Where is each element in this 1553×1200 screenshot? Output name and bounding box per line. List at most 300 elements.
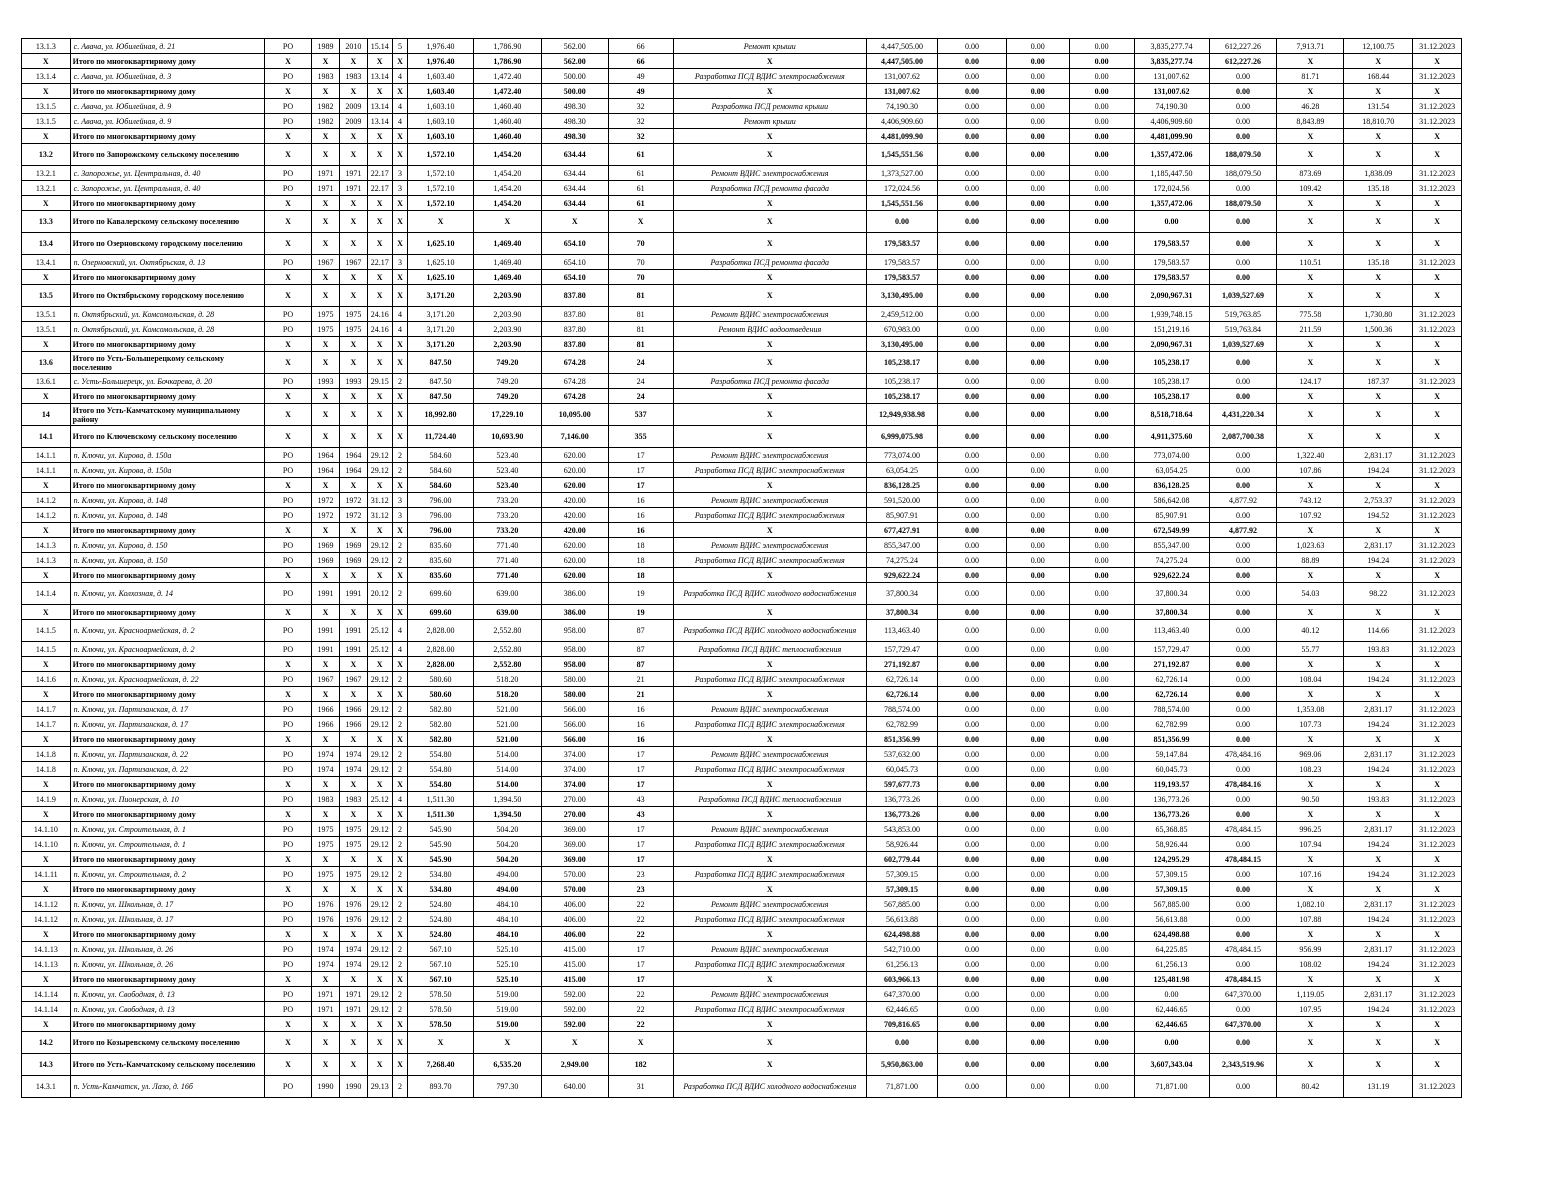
cell-living-area: 2,203.90 <box>473 322 541 337</box>
cell-nonresidential-area: 420.00 <box>541 508 608 523</box>
cell-fund-other: 1,039,527.69 <box>1209 337 1277 352</box>
cell-living-area: 733.20 <box>473 493 541 508</box>
cell-work-type: X <box>673 211 867 233</box>
cell-fund-regional: 0.00 <box>1006 39 1069 54</box>
cell-item-number: X <box>22 657 71 672</box>
cell-floors: X <box>392 404 407 426</box>
cell-total-area: 2,828.00 <box>408 620 474 642</box>
cell-item-number: X <box>22 807 71 822</box>
cell-floors: X <box>392 1017 407 1032</box>
cell-fund-federal: 0.00 <box>937 114 1006 129</box>
cell-work-type: Разработка ПСД ВДИС электроснабжения <box>673 69 867 84</box>
summary-row <box>22 478 1462 493</box>
cell-fund-federal: 0.00 <box>937 129 1006 144</box>
cell-item-number: 14 <box>22 404 71 426</box>
summary-row <box>22 1054 1462 1076</box>
cell-address: с. Авача, ул. Юбилейная, д. 9 <box>70 99 265 114</box>
cell-max-cost-per-sqm: X <box>1344 84 1413 99</box>
cell-year-repair: 1975 <box>340 867 367 882</box>
cell-total-cost: 105,238.17 <box>867 389 938 404</box>
cell-item-number: 14.1.9 <box>22 792 71 807</box>
cell-fund-regional: 0.00 <box>1006 389 1069 404</box>
cell-deadline: 31.12.2023 <box>1413 255 1462 270</box>
cell-total-cost: 1,545,551.56 <box>867 144 938 166</box>
cell-year-built: X <box>311 687 339 702</box>
cell-fund-federal: 0.00 <box>937 927 1006 942</box>
cell-floors: X <box>392 352 407 374</box>
cell-year-built: X <box>311 211 339 233</box>
cell-fund-other: 0.00 <box>1209 463 1277 478</box>
cell-total-cost: 179,583.57 <box>867 255 938 270</box>
cell-nonresidential-area: 270.00 <box>541 792 608 807</box>
cell-owner-type: РО <box>265 1076 312 1098</box>
cell-max-cost-per-sqm: 2,831.17 <box>1344 942 1413 957</box>
cell-address: п. Октябрьский, ул. Комсомольская, д. 28 <box>70 307 265 322</box>
cell-deadline: X <box>1413 568 1462 583</box>
cell-fund-local: 0.00 <box>1069 69 1134 84</box>
cell-fund-regional: 0.00 <box>1006 307 1069 322</box>
cell-floors: X <box>392 233 407 255</box>
cell-cost-per-sqm: X <box>1277 54 1344 69</box>
cell-living-area: 1,469.40 <box>473 270 541 285</box>
cell-residents: X <box>608 211 673 233</box>
cell-living-area: 1,460.40 <box>473 99 541 114</box>
cell-total-cost: 61,256.13 <box>867 957 938 972</box>
cell-fund-other: 4,877.92 <box>1209 493 1277 508</box>
cell-total-cost: 788,574.00 <box>867 702 938 717</box>
cell-floors: 2 <box>392 867 407 882</box>
cell-fund-regional: 0.00 <box>1006 404 1069 426</box>
cell-floors: X <box>392 144 407 166</box>
cell-total-area: 796.00 <box>408 508 474 523</box>
cell-address: Итого по многоквартирному дому <box>70 196 265 211</box>
summary-row <box>22 270 1462 285</box>
cell-cost-per-sqm: 110.51 <box>1277 255 1344 270</box>
cell-living-area: 1,454.20 <box>473 181 541 196</box>
cell-fund-owners: 4,911,375.60 <box>1134 426 1209 448</box>
cell-year-repair: X <box>340 211 367 233</box>
cell-total-cost: 602,779.44 <box>867 852 938 867</box>
cell-fund-federal: 0.00 <box>937 717 1006 732</box>
cell-living-area: 484.10 <box>473 897 541 912</box>
cell-total-cost: 591,520.00 <box>867 493 938 508</box>
cell-year-built: X <box>311 777 339 792</box>
cell-fund-owners: 1,939,748.15 <box>1134 307 1209 322</box>
cell-fund-owners: 85,907.91 <box>1134 508 1209 523</box>
cell-fund-federal: 0.00 <box>937 702 1006 717</box>
cell-living-area: 494.00 <box>473 867 541 882</box>
cell-cost-per-sqm: X <box>1277 478 1344 493</box>
cell-year-repair: 1971 <box>340 166 367 181</box>
cell-fund-other: 4,431,220.34 <box>1209 404 1277 426</box>
cell-year-built: 1974 <box>311 762 339 777</box>
cell-owner-type: X <box>265 478 312 493</box>
cell-max-cost-per-sqm: 193.83 <box>1344 642 1413 657</box>
cell-cost-per-sqm: 969.06 <box>1277 747 1344 762</box>
cell-year-built: 1967 <box>311 672 339 687</box>
cell-fund-local: 0.00 <box>1069 337 1134 352</box>
cell-cost-per-sqm: 124.17 <box>1277 374 1344 389</box>
cell-fund-owners: 64,225.85 <box>1134 942 1209 957</box>
cell-cost-per-sqm: X <box>1277 1032 1344 1054</box>
cell-year-repair: 2009 <box>340 114 367 129</box>
cell-deadline: 31.12.2023 <box>1413 463 1462 478</box>
cell-living-area: 771.40 <box>473 553 541 568</box>
cell-fund-regional: 0.00 <box>1006 99 1069 114</box>
cell-deadline: 31.12.2023 <box>1413 642 1462 657</box>
cell-max-cost-per-sqm: X <box>1344 404 1413 426</box>
cell-year-built: 1990 <box>311 1076 339 1098</box>
cell-work-type: Ремонт ВДИС электроснабжения <box>673 307 867 322</box>
cell-residents: 17 <box>608 463 673 478</box>
cell-nonresidential-area: 580.00 <box>541 687 608 702</box>
cell-residents: 18 <box>608 553 673 568</box>
cell-max-cost-per-sqm: X <box>1344 972 1413 987</box>
cell-cost-per-sqm: 956.99 <box>1277 942 1344 957</box>
cell-year-repair: X <box>340 426 367 448</box>
cell-address: Итого по многоквартирному дому <box>70 852 265 867</box>
cell-nonresidential-area: 7,146.00 <box>541 426 608 448</box>
cell-total-cost: 172,024.56 <box>867 181 938 196</box>
cell-fund-other: 612,227.26 <box>1209 54 1277 69</box>
cell-item-number: 14.1.8 <box>22 762 71 777</box>
cell-floors: 2 <box>392 702 407 717</box>
cell-fund-federal: 0.00 <box>937 777 1006 792</box>
cell-address: п. Ключи, ул. Строительная, д. 1 <box>70 822 265 837</box>
cell-floors: 4 <box>392 307 407 322</box>
cell-fund-owners: 65,368.85 <box>1134 822 1209 837</box>
cell-wear: 31.12 <box>367 508 392 523</box>
cell-deadline: X <box>1413 337 1462 352</box>
cell-fund-local: 0.00 <box>1069 478 1134 493</box>
cell-fund-federal: 0.00 <box>937 493 1006 508</box>
cell-cost-per-sqm: X <box>1277 882 1344 897</box>
cell-fund-local: 0.00 <box>1069 404 1134 426</box>
summary-row <box>22 233 1462 255</box>
cell-fund-regional: 0.00 <box>1006 69 1069 84</box>
cell-cost-per-sqm: 80.42 <box>1277 1076 1344 1098</box>
cell-cost-per-sqm: X <box>1277 1054 1344 1076</box>
cell-living-area: 1,472.40 <box>473 69 541 84</box>
cell-living-area: 519.00 <box>473 1002 541 1017</box>
cell-floors: 3 <box>392 181 407 196</box>
cell-cost-per-sqm: X <box>1277 84 1344 99</box>
cell-fund-regional: 0.00 <box>1006 129 1069 144</box>
cell-year-built: X <box>311 605 339 620</box>
cell-fund-federal: 0.00 <box>937 144 1006 166</box>
cell-work-type: Разработка ПСД ВДИС холодного водоснабжения <box>673 1076 867 1098</box>
cell-year-built: X <box>311 389 339 404</box>
summary-row <box>22 852 1462 867</box>
cell-total-cost: 670,983.00 <box>867 322 938 337</box>
cell-fund-regional: 0.00 <box>1006 166 1069 181</box>
cell-floors: X <box>392 285 407 307</box>
cell-floors: X <box>392 129 407 144</box>
cell-fund-federal: 0.00 <box>937 897 1006 912</box>
cell-cost-per-sqm: 996.25 <box>1277 822 1344 837</box>
cell-fund-regional: 0.00 <box>1006 852 1069 867</box>
cell-fund-federal: 0.00 <box>937 1002 1006 1017</box>
cell-fund-regional: 0.00 <box>1006 553 1069 568</box>
cell-work-type: X <box>673 972 867 987</box>
cell-work-type: X <box>673 882 867 897</box>
cell-wear: 29.12 <box>367 822 392 837</box>
cell-fund-other: 0.00 <box>1209 374 1277 389</box>
cell-fund-local: 0.00 <box>1069 448 1134 463</box>
cell-floors: 4 <box>392 69 407 84</box>
cell-year-repair: 1983 <box>340 792 367 807</box>
cell-work-type: X <box>673 233 867 255</box>
cell-deadline: 31.12.2023 <box>1413 672 1462 687</box>
cell-deadline: X <box>1413 657 1462 672</box>
cell-total-area: X <box>408 1032 474 1054</box>
cell-year-built: 1976 <box>311 897 339 912</box>
cell-year-repair: 1969 <box>340 553 367 568</box>
cell-fund-owners: 2,090,967.31 <box>1134 337 1209 352</box>
cell-item-number: 14.1.14 <box>22 1002 71 1017</box>
cell-total-cost: 113,463.40 <box>867 620 938 642</box>
table-row <box>22 583 1462 605</box>
cell-fund-owners: 74,190.30 <box>1134 99 1209 114</box>
cell-floors: 4 <box>392 792 407 807</box>
cell-item-number: X <box>22 389 71 404</box>
cell-cost-per-sqm: X <box>1277 233 1344 255</box>
cell-owner-type: РО <box>265 717 312 732</box>
summary-row <box>22 777 1462 792</box>
cell-max-cost-per-sqm: 1,730.80 <box>1344 307 1413 322</box>
cell-total-cost: 71,871.00 <box>867 1076 938 1098</box>
cell-year-repair: 1976 <box>340 897 367 912</box>
cell-owner-type: РО <box>265 463 312 478</box>
cell-fund-regional: 0.00 <box>1006 747 1069 762</box>
cell-fund-other: 0.00 <box>1209 672 1277 687</box>
cell-fund-other: 0.00 <box>1209 897 1277 912</box>
cell-cost-per-sqm: X <box>1277 352 1344 374</box>
cell-living-area: 525.10 <box>473 942 541 957</box>
cell-floors: 4 <box>392 642 407 657</box>
cell-fund-regional: 0.00 <box>1006 792 1069 807</box>
cell-wear: 31.12 <box>367 493 392 508</box>
cell-total-area: 582.80 <box>408 702 474 717</box>
cell-max-cost-per-sqm: 114.66 <box>1344 620 1413 642</box>
cell-fund-owners: 179,583.57 <box>1134 270 1209 285</box>
capital-repair-program-table <box>21 38 1462 1098</box>
cell-year-repair: 1975 <box>340 822 367 837</box>
cell-owner-type: X <box>265 1017 312 1032</box>
cell-fund-federal: 0.00 <box>937 807 1006 822</box>
cell-floors: 2 <box>392 538 407 553</box>
cell-total-area: 582.80 <box>408 717 474 732</box>
summary-row <box>22 882 1462 897</box>
cell-fund-owners: 62,726.14 <box>1134 687 1209 702</box>
cell-fund-other: 0.00 <box>1209 508 1277 523</box>
cell-living-area: 10,693.90 <box>473 426 541 448</box>
table-row <box>22 942 1462 957</box>
cell-fund-federal: 0.00 <box>937 211 1006 233</box>
cell-cost-per-sqm: 54.03 <box>1277 583 1344 605</box>
cell-owner-type: X <box>265 568 312 583</box>
cell-wear: 29.15 <box>367 374 392 389</box>
cell-fund-regional: 0.00 <box>1006 1076 1069 1098</box>
cell-residents: 16 <box>608 493 673 508</box>
cell-item-number: 13.1.4 <box>22 69 71 84</box>
cell-fund-owners: 929,622.24 <box>1134 568 1209 583</box>
summary-row <box>22 426 1462 448</box>
cell-living-area: 1,454.20 <box>473 166 541 181</box>
cell-fund-regional: 0.00 <box>1006 642 1069 657</box>
cell-fund-federal: 0.00 <box>937 523 1006 538</box>
cell-residents: 17 <box>608 852 673 867</box>
cell-owner-type: РО <box>265 867 312 882</box>
cell-total-cost: 1,545,551.56 <box>867 196 938 211</box>
cell-item-number: 14.1.13 <box>22 957 71 972</box>
cell-owner-type: РО <box>265 553 312 568</box>
cell-max-cost-per-sqm: 131.19 <box>1344 1076 1413 1098</box>
cell-fund-regional: 0.00 <box>1006 912 1069 927</box>
cell-owner-type: X <box>265 337 312 352</box>
cell-max-cost-per-sqm: 2,831.17 <box>1344 987 1413 1002</box>
cell-year-repair: 1969 <box>340 538 367 553</box>
cell-address: Итого по Озерновскому городскому поселению <box>70 233 265 255</box>
cell-address: Итого по многоквартирному дому <box>70 478 265 493</box>
cell-work-type: X <box>673 1054 867 1076</box>
cell-item-number: X <box>22 568 71 583</box>
cell-living-area: 521.00 <box>473 732 541 747</box>
cell-owner-type: РО <box>265 493 312 508</box>
cell-fund-other: 519,763.84 <box>1209 322 1277 337</box>
cell-wear: 22.17 <box>367 166 392 181</box>
cell-fund-other: 0.00 <box>1209 478 1277 493</box>
table-row <box>22 463 1462 478</box>
cell-total-cost: 131,007.62 <box>867 69 938 84</box>
cell-fund-other: 0.00 <box>1209 620 1277 642</box>
cell-fund-regional: 0.00 <box>1006 657 1069 672</box>
cell-year-built: 1989 <box>311 39 339 54</box>
cell-wear: X <box>367 657 392 672</box>
table-row <box>22 538 1462 553</box>
cell-year-built: 1982 <box>311 99 339 114</box>
cell-year-repair: X <box>340 777 367 792</box>
cell-floors: 2 <box>392 374 407 389</box>
cell-fund-local: 0.00 <box>1069 523 1134 538</box>
cell-year-built: X <box>311 404 339 426</box>
cell-floors: 2 <box>392 672 407 687</box>
cell-fund-local: 0.00 <box>1069 807 1134 822</box>
cell-fund-other: 0.00 <box>1209 1076 1277 1098</box>
cell-total-cost: 677,427.91 <box>867 523 938 538</box>
cell-nonresidential-area: 406.00 <box>541 927 608 942</box>
cell-living-area: 484.10 <box>473 927 541 942</box>
cell-total-cost: 597,677.73 <box>867 777 938 792</box>
table-row <box>22 39 1462 54</box>
cell-max-cost-per-sqm: X <box>1344 233 1413 255</box>
cell-residents: 22 <box>608 927 673 942</box>
cell-fund-federal: 0.00 <box>937 270 1006 285</box>
cell-cost-per-sqm: 108.02 <box>1277 957 1344 972</box>
cell-address: Итого по многоквартирному дому <box>70 687 265 702</box>
cell-work-type: Разработка ПСД ВДИС электроснабжения <box>673 553 867 568</box>
cell-address: Итого по многоквартирному дому <box>70 270 265 285</box>
cell-cost-per-sqm: X <box>1277 852 1344 867</box>
cell-fund-local: 0.00 <box>1069 1017 1134 1032</box>
cell-wear: 22.17 <box>367 255 392 270</box>
cell-fund-federal: 0.00 <box>937 972 1006 987</box>
cell-owner-type: X <box>265 54 312 69</box>
cell-floors: 2 <box>392 553 407 568</box>
cell-item-number: 13.4.1 <box>22 255 71 270</box>
cell-total-cost: 57,309.15 <box>867 882 938 897</box>
cell-living-area: 749.20 <box>473 389 541 404</box>
cell-year-repair: 1975 <box>340 307 367 322</box>
cell-max-cost-per-sqm: 194.24 <box>1344 463 1413 478</box>
cell-cost-per-sqm: X <box>1277 1017 1344 1032</box>
cell-fund-local: 0.00 <box>1069 553 1134 568</box>
cell-item-number: 13.5.1 <box>22 307 71 322</box>
cell-fund-local: 0.00 <box>1069 285 1134 307</box>
cell-item-number: 14.1.12 <box>22 897 71 912</box>
cell-cost-per-sqm: X <box>1277 972 1344 987</box>
cell-fund-federal: 0.00 <box>937 352 1006 374</box>
cell-floors: X <box>392 196 407 211</box>
cell-fund-local: 0.00 <box>1069 792 1134 807</box>
cell-deadline: 31.12.2023 <box>1413 69 1462 84</box>
cell-floors: 2 <box>392 897 407 912</box>
cell-work-type: Разработка ПСД ВДИС электроснабжения <box>673 672 867 687</box>
cell-total-cost: 136,773.26 <box>867 792 938 807</box>
cell-nonresidential-area: 592.00 <box>541 1017 608 1032</box>
cell-fund-owners: 788,574.00 <box>1134 702 1209 717</box>
cell-work-type: Разработка ПСД ВДИС электроснабжения <box>673 867 867 882</box>
cell-work-type: Ремонт ВДИС электроснабжения <box>673 702 867 717</box>
cell-total-cost: 647,370.00 <box>867 987 938 1002</box>
cell-year-built: X <box>311 270 339 285</box>
cell-floors: 2 <box>392 463 407 478</box>
cell-deadline: X <box>1413 211 1462 233</box>
cell-address: Итого по многоквартирному дому <box>70 54 265 69</box>
cell-fund-owners: 855,347.00 <box>1134 538 1209 553</box>
cell-fund-local: 0.00 <box>1069 54 1134 69</box>
cell-wear: 29.12 <box>367 837 392 852</box>
cell-fund-regional: 0.00 <box>1006 927 1069 942</box>
cell-year-built: X <box>311 426 339 448</box>
summary-row <box>22 196 1462 211</box>
summary-row <box>22 687 1462 702</box>
cell-total-cost: 179,583.57 <box>867 233 938 255</box>
cell-total-area: 578.50 <box>408 1002 474 1017</box>
cell-fund-local: 0.00 <box>1069 129 1134 144</box>
cell-living-area: 514.00 <box>473 762 541 777</box>
cell-year-repair: 1990 <box>340 1076 367 1098</box>
cell-fund-regional: 0.00 <box>1006 426 1069 448</box>
cell-total-area: 1,603.10 <box>408 99 474 114</box>
cell-wear: X <box>367 1032 392 1054</box>
cell-nonresidential-area: 498.30 <box>541 99 608 114</box>
cell-total-area: 1,603.10 <box>408 114 474 129</box>
cell-floors: 2 <box>392 957 407 972</box>
cell-fund-regional: 0.00 <box>1006 181 1069 196</box>
cell-total-cost: 37,800.34 <box>867 583 938 605</box>
cell-fund-owners: 105,238.17 <box>1134 352 1209 374</box>
cell-year-repair: 1974 <box>340 762 367 777</box>
cell-address: Итого по Ключевскому сельскому поселению <box>70 426 265 448</box>
cell-max-cost-per-sqm: 194.24 <box>1344 837 1413 852</box>
cell-item-number: 13.2.1 <box>22 166 71 181</box>
table-row <box>22 1076 1462 1098</box>
cell-owner-type: РО <box>265 792 312 807</box>
cell-wear: X <box>367 568 392 583</box>
cell-nonresidential-area: 498.30 <box>541 129 608 144</box>
cell-work-type: X <box>673 852 867 867</box>
